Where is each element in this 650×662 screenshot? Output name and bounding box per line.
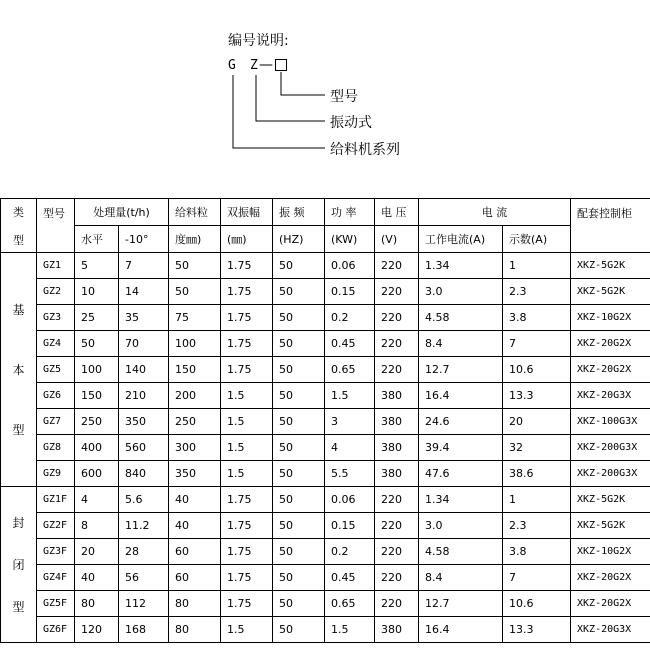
cell-capacity-horizontal: 80 (75, 591, 119, 617)
cell-capacity-horizontal: 4 (75, 487, 119, 513)
cell-model: GZ5F (37, 591, 75, 617)
cell-current-display: 2.3 (503, 279, 571, 305)
cell-voltage: 380 (375, 409, 419, 435)
table-row (1, 253, 650, 279)
cell-current-working: 16.4 (419, 617, 503, 643)
cell-capacity-horizontal: 8 (75, 513, 119, 539)
cell-current-working: 1.34 (419, 487, 503, 513)
legend-code-g: G (228, 58, 236, 73)
cell-power: 0.06 (325, 487, 375, 513)
header-frequency-unit: (HZ) (273, 226, 325, 253)
table-row (1, 513, 650, 539)
table-row (1, 435, 650, 461)
cell-model: GZ8 (37, 435, 75, 461)
table-row (1, 409, 650, 435)
cell-current-working: 12.7 (419, 591, 503, 617)
cell-amplitude: 1.75 (221, 331, 273, 357)
table-row (1, 279, 650, 305)
header-current-display: 示数(A) (503, 226, 571, 253)
table-header (1, 199, 650, 253)
cell-model: GZ9 (37, 461, 75, 487)
cell-capacity-minus10: 70 (119, 331, 169, 357)
cell-current-display: 10.6 (503, 591, 571, 617)
cell-feed-size: 100 (169, 331, 221, 357)
cell-controller: XKZ-20G2X (571, 357, 650, 383)
cell-voltage: 380 (375, 383, 419, 409)
cell-current-display: 7 (503, 331, 571, 357)
cell-feed-size: 200 (169, 383, 221, 409)
cell-voltage: 220 (375, 357, 419, 383)
cell-model: GZ6 (37, 383, 75, 409)
table-row (1, 617, 650, 643)
cell-feed-size: 60 (169, 539, 221, 565)
cell-model: GZ6F (37, 617, 75, 643)
cell-amplitude: 1.75 (221, 513, 273, 539)
cell-current-working: 8.4 (419, 331, 503, 357)
cell-capacity-minus10: 112 (119, 591, 169, 617)
cell-capacity-minus10: 7 (119, 253, 169, 279)
cell-controller: XKZ-5G2K (571, 513, 650, 539)
cell-power: 1.5 (325, 383, 375, 409)
cell-capacity-horizontal: 250 (75, 409, 119, 435)
cell-feed-size: 60 (169, 565, 221, 591)
cell-frequency: 50 (273, 383, 325, 409)
cell-amplitude: 1.75 (221, 487, 273, 513)
cell-voltage: 220 (375, 513, 419, 539)
header-size-unit: 度㎜) (169, 226, 221, 253)
cell-voltage: 220 (375, 565, 419, 591)
header-voltage: 电 压 (375, 199, 419, 226)
cell-power: 4 (325, 435, 375, 461)
cell-feed-size: 250 (169, 409, 221, 435)
cell-power: 0.2 (325, 305, 375, 331)
cell-controller: XKZ-10G2X (571, 539, 650, 565)
header-capacity-minus10: -10° (119, 226, 169, 253)
cell-capacity-horizontal: 25 (75, 305, 119, 331)
cell-capacity-minus10: 5.6 (119, 487, 169, 513)
cell-voltage: 220 (375, 487, 419, 513)
cell-frequency: 50 (273, 435, 325, 461)
cell-controller: XKZ-100G3X (571, 409, 650, 435)
cell-model: GZ2 (37, 279, 75, 305)
header-current: 电 流 (419, 199, 571, 226)
model-code-legend (0, 0, 650, 190)
cell-current-working: 24.6 (419, 409, 503, 435)
table-row (1, 305, 650, 331)
header-current-working: 工作电流(A) (419, 226, 503, 253)
cell-capacity-horizontal: 10 (75, 279, 119, 305)
cell-amplitude: 1.5 (221, 617, 273, 643)
cell-model: GZ1F (37, 487, 75, 513)
header-model: 型号 (37, 199, 75, 253)
cell-capacity-minus10: 210 (119, 383, 169, 409)
table-row (1, 539, 650, 565)
cell-controller: XKZ-20G2X (571, 331, 650, 357)
cell-model: GZ3F (37, 539, 75, 565)
cell-controller: XKZ-10G2X (571, 305, 650, 331)
cell-controller: XKZ-5G2K (571, 253, 650, 279)
cell-feed-size: 350 (169, 461, 221, 487)
cell-amplitude: 1.5 (221, 383, 273, 409)
cell-model: GZ2F (37, 513, 75, 539)
cell-capacity-minus10: 11.2 (119, 513, 169, 539)
header-size: 给料粒 (169, 199, 221, 226)
table-row (1, 487, 650, 513)
cell-capacity-minus10: 168 (119, 617, 169, 643)
table-row (1, 461, 650, 487)
cell-controller: XKZ-5G2K (571, 487, 650, 513)
cell-capacity-horizontal: 5 (75, 253, 119, 279)
legend-title: 编号说明: (228, 33, 289, 49)
cell-amplitude: 1.75 (221, 279, 273, 305)
cell-capacity-minus10: 56 (119, 565, 169, 591)
cell-capacity-minus10: 35 (119, 305, 169, 331)
table-row (1, 565, 650, 591)
cell-controller: XKZ-20G3X (571, 383, 650, 409)
legend-leader-lines (0, 0, 650, 190)
legend-label-vibration: 振动式 (330, 115, 372, 131)
cell-frequency: 50 (273, 565, 325, 591)
header-type: 类 型 (1, 199, 37, 253)
cell-capacity-minus10: 350 (119, 409, 169, 435)
legend-label-model: 型号 (330, 89, 358, 105)
cell-amplitude: 1.5 (221, 461, 273, 487)
cell-current-working: 47.6 (419, 461, 503, 487)
cell-power: 0.06 (325, 253, 375, 279)
cell-capacity-horizontal: 50 (75, 331, 119, 357)
cell-current-display: 1 (503, 487, 571, 513)
cell-capacity-minus10: 14 (119, 279, 169, 305)
cell-model: GZ4 (37, 331, 75, 357)
cell-amplitude: 1.75 (221, 253, 273, 279)
cell-capacity-horizontal: 400 (75, 435, 119, 461)
legend-dash: — (259, 57, 273, 73)
cell-frequency: 50 (273, 279, 325, 305)
cell-capacity-horizontal: 600 (75, 461, 119, 487)
cell-model: GZ7 (37, 409, 75, 435)
cell-frequency: 50 (273, 539, 325, 565)
cell-current-display: 3.8 (503, 305, 571, 331)
cell-power: 0.65 (325, 357, 375, 383)
cell-voltage: 220 (375, 305, 419, 331)
header-power: 功 率 (325, 199, 375, 226)
cell-power: 1.5 (325, 617, 375, 643)
cell-voltage: 380 (375, 617, 419, 643)
cell-power: 5.5 (325, 461, 375, 487)
cell-feed-size: 50 (169, 279, 221, 305)
cell-power: 0.15 (325, 279, 375, 305)
cell-amplitude: 1.75 (221, 565, 273, 591)
cell-current-display: 7 (503, 565, 571, 591)
cell-amplitude: 1.75 (221, 591, 273, 617)
header-frequency: 振 频 (273, 199, 325, 226)
cell-voltage: 220 (375, 591, 419, 617)
cell-frequency: 50 (273, 591, 325, 617)
cell-power: 0.65 (325, 591, 375, 617)
cell-current-working: 4.58 (419, 305, 503, 331)
cell-current-display: 3.8 (503, 539, 571, 565)
cell-capacity-horizontal: 120 (75, 617, 119, 643)
cell-amplitude: 1.5 (221, 435, 273, 461)
cell-amplitude: 1.75 (221, 357, 273, 383)
cell-current-display: 13.3 (503, 383, 571, 409)
cell-amplitude: 1.75 (221, 305, 273, 331)
header-controller: 配套控制柜 (571, 199, 650, 253)
cell-current-working: 3.0 (419, 279, 503, 305)
cell-amplitude: 1.5 (221, 409, 273, 435)
cell-feed-size: 40 (169, 487, 221, 513)
cell-current-display: 38.6 (503, 461, 571, 487)
cell-capacity-minus10: 840 (119, 461, 169, 487)
cell-current-working: 3.0 (419, 513, 503, 539)
table-row (1, 383, 650, 409)
cell-frequency: 50 (273, 487, 325, 513)
cell-voltage: 380 (375, 461, 419, 487)
cell-frequency: 50 (273, 461, 325, 487)
cell-current-display: 13.3 (503, 617, 571, 643)
cell-capacity-minus10: 560 (119, 435, 169, 461)
cell-current-display: 32 (503, 435, 571, 461)
cell-current-working: 12.7 (419, 357, 503, 383)
cell-controller: XKZ-20G2X (571, 565, 650, 591)
header-amplitude-unit: (㎜) (221, 226, 273, 253)
cell-frequency: 50 (273, 253, 325, 279)
cell-voltage: 220 (375, 539, 419, 565)
table-row (1, 357, 650, 383)
cell-power: 0.15 (325, 513, 375, 539)
feeder-spec-table (0, 198, 650, 643)
header-capacity: 处理量(t/h) (75, 199, 169, 226)
cell-capacity-horizontal: 40 (75, 565, 119, 591)
cell-frequency: 50 (273, 617, 325, 643)
header-amplitude: 双振幅 (221, 199, 273, 226)
cell-controller: XKZ-200G3X (571, 435, 650, 461)
cell-capacity-horizontal: 20 (75, 539, 119, 565)
cell-power: 0.45 (325, 565, 375, 591)
cell-current-working: 1.34 (419, 253, 503, 279)
cell-model: GZ3 (37, 305, 75, 331)
cell-power: 0.45 (325, 331, 375, 357)
cell-feed-size: 50 (169, 253, 221, 279)
cell-frequency: 50 (273, 357, 325, 383)
cell-controller: XKZ-20G2X (571, 591, 650, 617)
header-capacity-horizontal: 水平 (75, 226, 119, 253)
cell-voltage: 220 (375, 331, 419, 357)
cell-frequency: 50 (273, 305, 325, 331)
cell-model: GZ4F (37, 565, 75, 591)
cell-controller: XKZ-20G3X (571, 617, 650, 643)
cell-frequency: 50 (273, 331, 325, 357)
cell-capacity-horizontal: 150 (75, 383, 119, 409)
cell-model: GZ5 (37, 357, 75, 383)
cell-voltage: 220 (375, 253, 419, 279)
cell-frequency: 50 (273, 513, 325, 539)
cell-feed-size: 80 (169, 617, 221, 643)
cell-frequency: 50 (273, 409, 325, 435)
legend-label-feeder: 给料机系列 (330, 142, 400, 158)
cell-voltage: 220 (375, 279, 419, 305)
cell-current-display: 10.6 (503, 357, 571, 383)
cell-current-display: 2.3 (503, 513, 571, 539)
table-body (1, 253, 650, 643)
type-group-basic: 基 本 型 (1, 253, 37, 487)
cell-feed-size: 40 (169, 513, 221, 539)
cell-current-working: 16.4 (419, 383, 503, 409)
table-row (1, 331, 650, 357)
cell-power: 0.2 (325, 539, 375, 565)
cell-current-working: 4.58 (419, 539, 503, 565)
cell-model: GZ1 (37, 253, 75, 279)
cell-amplitude: 1.75 (221, 539, 273, 565)
cell-feed-size: 80 (169, 591, 221, 617)
cell-power: 3 (325, 409, 375, 435)
table-row (1, 591, 650, 617)
cell-feed-size: 150 (169, 357, 221, 383)
cell-controller: XKZ-200G3X (571, 461, 650, 487)
cell-feed-size: 75 (169, 305, 221, 331)
cell-feed-size: 300 (169, 435, 221, 461)
header-voltage-unit: (V) (375, 226, 419, 253)
legend-code-z: Z (250, 58, 258, 73)
cell-current-display: 20 (503, 409, 571, 435)
cell-capacity-minus10: 28 (119, 539, 169, 565)
cell-capacity-minus10: 140 (119, 357, 169, 383)
cell-voltage: 380 (375, 435, 419, 461)
cell-current-working: 39.4 (419, 435, 503, 461)
cell-current-display: 1 (503, 253, 571, 279)
cell-capacity-horizontal: 100 (75, 357, 119, 383)
header-power-unit: (KW) (325, 226, 375, 253)
cell-current-working: 8.4 (419, 565, 503, 591)
type-group-closed: 封 闭 型 (1, 487, 37, 643)
cell-controller: XKZ-5G2K (571, 279, 650, 305)
